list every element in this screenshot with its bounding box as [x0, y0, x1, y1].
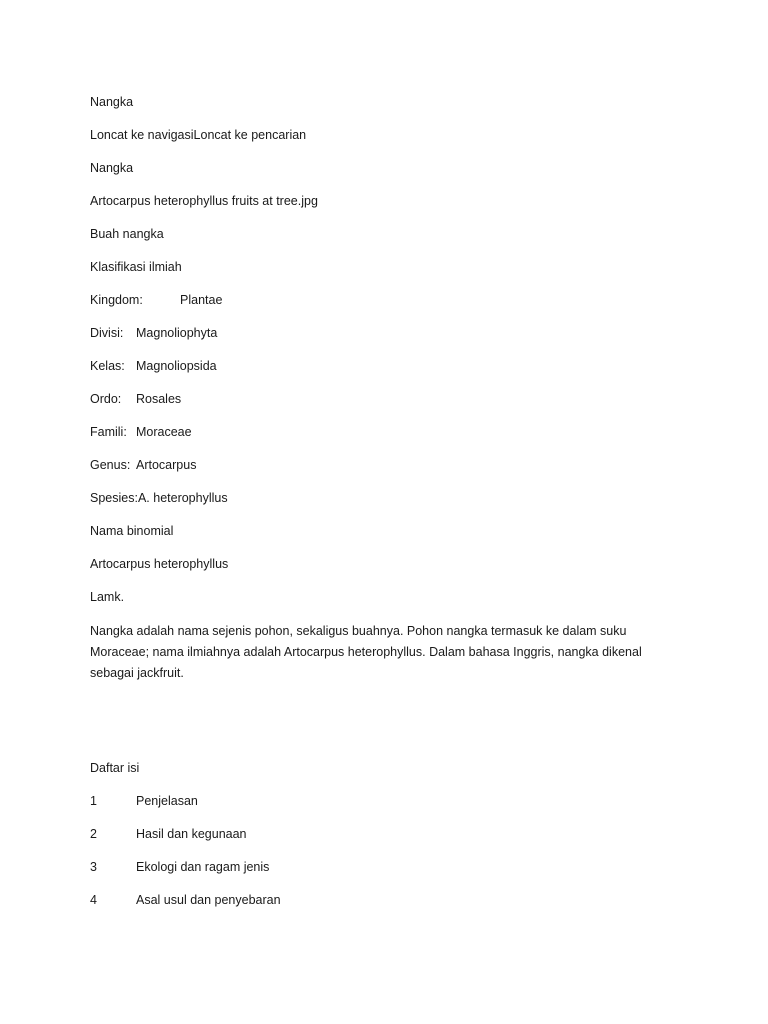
toc-label: Penjelasan [136, 794, 198, 808]
toc-label: Hasil dan kegunaan [136, 827, 247, 841]
toc-title: Daftar isi [90, 761, 140, 775]
taxonomy-key: Kelas: [90, 359, 125, 373]
intro-paragraph: Nangka adalah nama sejenis pohon, sekaligus buahnya. Pohon nangka termasuk ke dalam suku Moraceae; nama ilmiahnya adalah Artocarpus heterophyllus. Dalam bahasa Inggris, nangka dikenal sebagai jackfruit. [90, 624, 642, 680]
toc-label: Ekologi dan ragam jenis [136, 860, 270, 874]
taxonomy-key: Ordo: [90, 392, 122, 406]
taxonomy-row-famili [90, 424, 670, 457]
toc-number: 1 [90, 794, 97, 808]
toc-item [90, 859, 670, 892]
taxonomy-value: Artocarpus [136, 458, 197, 472]
page-heading: Nangka [90, 161, 134, 175]
taxonomy-key: Divisi: [90, 326, 124, 340]
taxonomy-value: Magnoliophyta [136, 326, 218, 340]
binomial-author: Lamk. [90, 590, 125, 604]
taxonomy-row-spesies [90, 490, 670, 523]
toc-number: 3 [90, 860, 97, 874]
spacer [90, 684, 670, 760]
taxonomy-row-ordo [90, 391, 670, 424]
toc-label: Asal usul dan penyebaran [136, 893, 281, 907]
toc-number: 2 [90, 827, 97, 841]
taxonomy-row-kingdom [90, 292, 670, 325]
taxonomy-value: Plantae [180, 293, 223, 307]
toc-item [90, 826, 670, 859]
classification-title: Klasifikasi ilmiah [90, 260, 182, 274]
binomial-name: Artocarpus heterophyllus [90, 557, 229, 571]
nav-links-text: Loncat ke navigasiLoncat ke pencarian [90, 128, 307, 142]
taxonomy-key: Spesies: [90, 491, 138, 505]
taxonomy-value: Rosales [136, 392, 182, 406]
taxonomy-row-divisi [90, 325, 670, 358]
doc-title: Nangka [90, 95, 134, 109]
taxonomy-row-genus [90, 457, 670, 490]
toc-number: 4 [90, 893, 97, 907]
taxonomy-row-kelas [90, 358, 670, 391]
image-subtitle: Buah nangka [90, 227, 164, 241]
binomial-label: Nama binomial [90, 524, 174, 538]
taxonomy-key: Famili: [90, 425, 127, 439]
taxonomy-key: Kingdom: [90, 293, 143, 307]
toc-item [90, 793, 670, 826]
image-caption: Artocarpus heterophyllus fruits at tree.jpg [90, 194, 318, 208]
taxonomy-value: Magnoliopsida [136, 359, 217, 373]
toc-item [90, 892, 670, 925]
taxonomy-key: Genus: [90, 458, 131, 472]
table-of-contents [90, 793, 670, 925]
taxonomy-value: Moraceae [136, 425, 192, 439]
document-page [90, 94, 670, 925]
taxonomy-value: A. heterophyllus [137, 491, 228, 505]
